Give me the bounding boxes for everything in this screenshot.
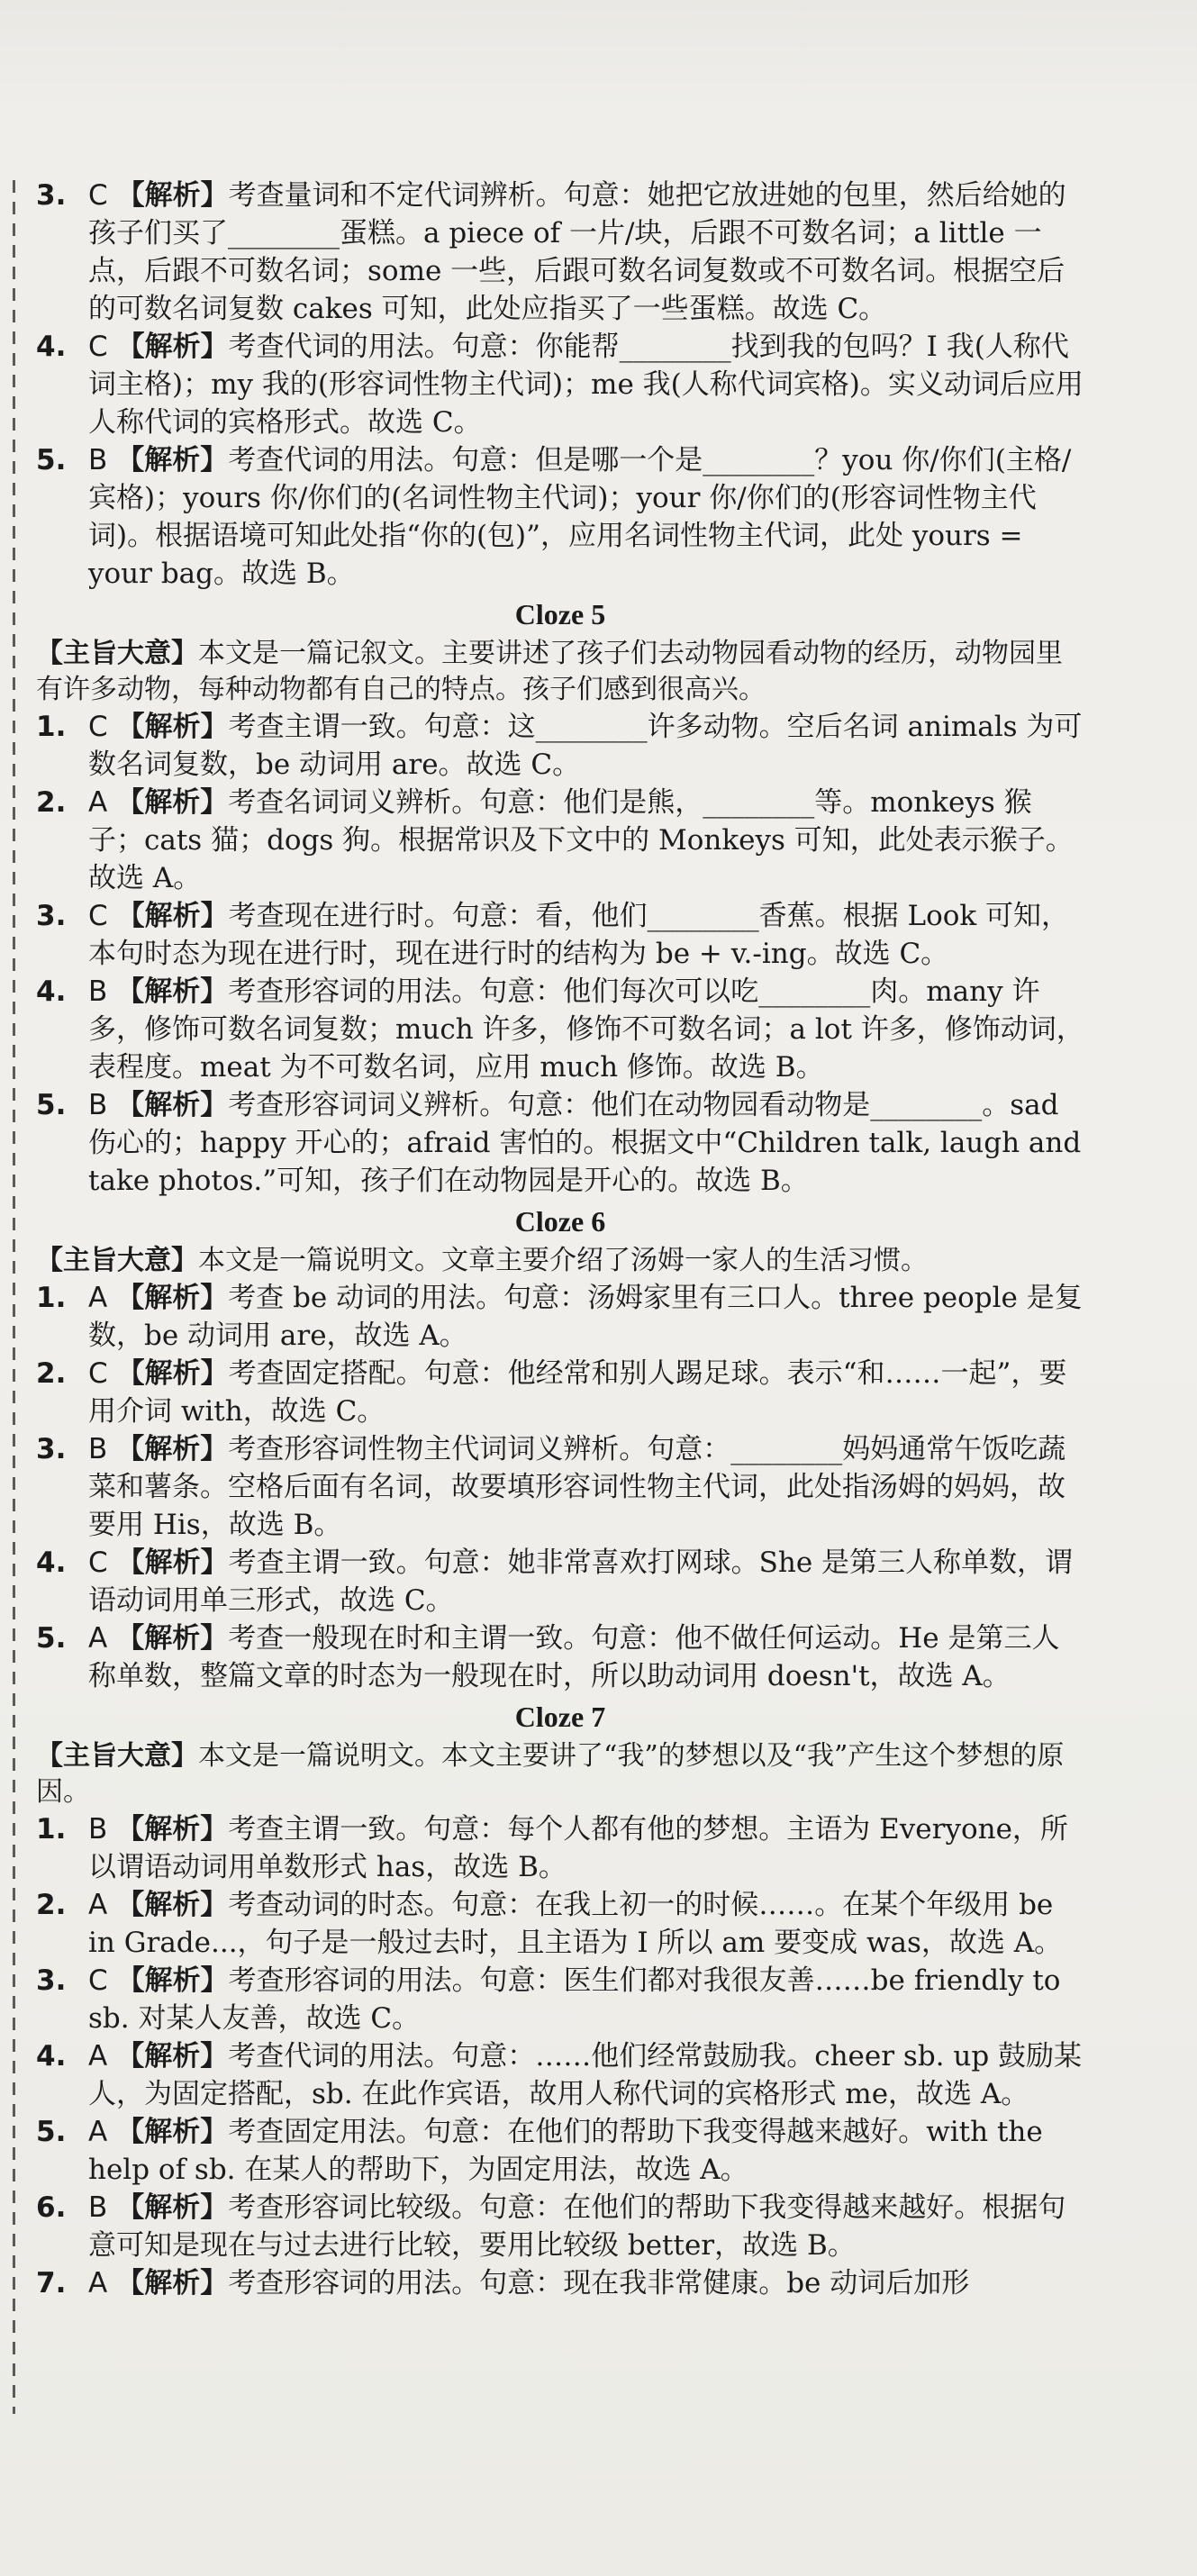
- cloze6-items: [36, 1279, 1084, 1695]
- answer-letter: C: [88, 711, 108, 743]
- summary-paragraph: [36, 1738, 1084, 1810]
- analysis-text: 考查固定搭配。句意：他经常和别人踢足球。表示“和……一起”，要用介词 with，故选 C。: [88, 1357, 1067, 1428]
- item-number: 4.: [36, 331, 67, 363]
- analysis-tag: 【解析】: [116, 1357, 229, 1390]
- item-number: 3.: [36, 179, 67, 212]
- item-number: 4.: [36, 1547, 67, 1579]
- summary-tag: 【主旨大意】: [36, 1245, 198, 1276]
- analysis-tag: 【解析】: [116, 1547, 229, 1579]
- answer-item: [36, 1619, 1084, 1695]
- analysis-text: 考查代词的用法。句意：你能帮________找到我的包吗？I 我(人称代词主格)；my 我的(形容词性物主代词)；me 我(人称代词宾格)。实义动词后应用人称代词的宾格形式。故选 C。: [88, 331, 1084, 439]
- answer-letter: C: [88, 900, 108, 932]
- summary-tag: 【主旨大意】: [36, 638, 198, 669]
- answer-item: [36, 1810, 1084, 1886]
- item-number: 2.: [36, 786, 67, 819]
- analysis-tag: 【解析】: [116, 1813, 229, 1846]
- answer-letter: A: [88, 786, 108, 819]
- margin-rule: [13, 180, 15, 2414]
- analysis-tag: 【解析】: [116, 444, 229, 476]
- item-number: 4.: [36, 975, 67, 1008]
- analysis-tag: 【解析】: [116, 2267, 229, 2299]
- item-number: 4.: [36, 2040, 67, 2073]
- answer-item: [36, 2037, 1084, 2113]
- item-number: 5.: [36, 1089, 67, 1121]
- summary-paragraph: [36, 1243, 1084, 1279]
- analysis-text: 考查主谓一致。句意：她非常喜欢打网球。She 是第三人称单数，谓语动词用单三形式，故选 C。: [88, 1547, 1074, 1617]
- analysis-tag: 【解析】: [116, 2191, 229, 2224]
- answer-letter: A: [88, 2116, 108, 2148]
- answer-item: [36, 2113, 1084, 2189]
- answer-letter: A: [88, 1622, 108, 1655]
- answer-letter: A: [88, 1282, 108, 1314]
- answer-item: [36, 2189, 1084, 2264]
- answer-item: [36, 897, 1084, 973]
- analysis-text: 考查代词的用法。句意：……他们经常鼓励我。cheer sb. up 鼓励某人，为固定搭配，sb. 在此作宾语，故用人称代词的宾格形式 me，故选 A。: [88, 2040, 1083, 2110]
- analysis-text: 考查主谓一致。句意：每个人都有他的梦想。主语为 Everyone，所以谓语动词用单数形式 has，故选 B。: [88, 1813, 1068, 1883]
- answer-letter: B: [88, 1433, 108, 1465]
- item-number: 5.: [36, 1622, 67, 1655]
- item-number: 2.: [36, 1357, 67, 1390]
- answer-item: [36, 1886, 1084, 1962]
- item-number: 1.: [36, 711, 67, 743]
- answer-letter: B: [88, 1089, 108, 1121]
- answer-item: [36, 1279, 1084, 1355]
- item-number: 1.: [36, 1282, 67, 1314]
- answer-item: [36, 328, 1084, 441]
- analysis-text: 考查名词词义辨析。句意：他们是熊，________等。monkeys 猴子；cats 猫；dogs 狗。根据常识及下文中的 Monkeys 可知，此处表示猴子。故选 A。: [88, 786, 1074, 894]
- cloze7-items: [36, 1810, 1084, 2302]
- item-number: 3.: [36, 1433, 67, 1465]
- answer-letter: A: [88, 2267, 108, 2299]
- item-number: 6.: [36, 2191, 67, 2224]
- answer-item: [36, 1544, 1084, 1619]
- analysis-tag: 【解析】: [116, 179, 229, 212]
- analysis-text: 考查形容词的用法。句意：现在我非常健康。be 动词后加形: [228, 2267, 970, 2299]
- analysis-tag: 【解析】: [116, 711, 229, 743]
- analysis-tag: 【解析】: [116, 1622, 229, 1655]
- analysis-text: 考查动词的时态。句意：在我上初一的时候……。在某个年级用 be in Grade...，句子是一般过去时，且主语为 I 所以 am 要变成 was，故选 A。: [88, 1889, 1063, 1959]
- summary-text: 本文是一篇说明文。本文主要讲了“我”的梦想以及“我”产生这个梦想的原因。: [36, 1740, 1065, 1808]
- analysis-tag: 【解析】: [116, 1889, 229, 1921]
- analysis-tag: 【解析】: [116, 331, 229, 363]
- analysis-tag: 【解析】: [116, 900, 229, 932]
- answer-letter: A: [88, 1889, 108, 1921]
- item-number: 3.: [36, 900, 67, 932]
- answer-letter: C: [88, 1964, 108, 1997]
- answer-item: [36, 1355, 1084, 1430]
- item-number: 5.: [36, 2116, 67, 2148]
- section-title-cloze6: Cloze 6: [514, 1205, 606, 1238]
- analysis-text: 考查固定用法。句意：在他们的帮助下我变得越来越好。with the help of sb. 在某人的帮助下，为固定用法，故选 A。: [88, 2116, 1043, 2186]
- analysis-tag: 【解析】: [116, 2116, 229, 2148]
- analysis-tag: 【解析】: [116, 975, 229, 1008]
- answer-item: [36, 2264, 1084, 2302]
- analysis-text: 考查主谓一致。句意：这________许多动物。空后名词 animals 为可数名词复数，be 动词用 are。故选 C。: [88, 711, 1083, 781]
- analysis-tag: 【解析】: [116, 2040, 229, 2073]
- analysis-text: 考查现在进行时。句意：看，他们________香蕉。根据 Look 可知，本句时态为现在进行时，现在进行时的结构为 be + v.-ing。故选 C。: [88, 900, 1070, 970]
- analysis-text: 考查形容词词义辨析。句意：他们在动物园看动物是________。sad 伤心的；happy 开心的；afraid 害怕的。根据文中“Children talk, laugh and take photos.”可知，孩子们在动物园是开心的。故选 B。: [88, 1089, 1082, 1197]
- analysis-text: 考查代词的用法。句意：但是哪一个是________？you 你/你们(主格/宾格)；yours 你/你们的(名词性物主代词)；your 你/你们的(形容词性物主代词)。根据语境可知此处指“你的(包)”，应用名词性物主代词，此处 yours = your bag。故选 B。: [88, 444, 1072, 590]
- analysis-text: 考查形容词性物主代词词义辨析。句意：________妈妈通常午饭吃蔬菜和薯条。空格后面有名词，故要填形容词性物主代词，此处指汤姆的妈妈，故要用 His，故选 B。: [88, 1433, 1066, 1541]
- analysis-tag: 【解析】: [116, 786, 229, 819]
- answer-content: [36, 177, 1084, 2302]
- item-number: 3.: [36, 1964, 67, 1997]
- analysis-text: 考查形容词的用法。句意：他们每次可以吃________肉。many 许多，修饰可数名词复数；much 许多，修饰不可数名词；a lot 许多，修饰动词，表程度。meat 为不可数名词，应用 much 修饰。故选 B。: [88, 975, 1084, 1084]
- section-title-cloze7: Cloze 7: [514, 1701, 606, 1733]
- answer-letter: C: [88, 331, 108, 363]
- cloze5-items: [36, 708, 1084, 1200]
- analysis-text: 考查 be 动词的用法。句意：汤姆家里有三口人。three people 是复数，be 动词用 are，故选 A。: [88, 1282, 1083, 1352]
- block4-items: [36, 177, 1084, 593]
- analysis-tag: 【解析】: [116, 1964, 229, 1997]
- analysis-text: 考查量词和不定代词辨析。句意：她把它放进她的包里，然后给她的孩子们买了________蛋糕。a piece of 一片/块，后跟不可数名词；a little 一点，后跟不可数名词；some 一些，后跟可数名词复数或不可数名词。根据空后的可数名词复数 cakes 可知，此处应指买了一些蛋糕。故选 C。: [88, 179, 1066, 325]
- summary-paragraph: [36, 636, 1084, 708]
- answer-item: [36, 973, 1084, 1086]
- summary-text: 本文是一篇说明文。文章主要介绍了汤姆一家人的生活习惯。: [198, 1245, 928, 1276]
- answer-item: [36, 441, 1084, 593]
- answer-item: [36, 1086, 1084, 1200]
- answer-letter: B: [88, 975, 108, 1008]
- answer-letter: C: [88, 179, 108, 212]
- answer-item: [36, 708, 1084, 784]
- analysis-tag: 【解析】: [116, 1089, 229, 1121]
- answer-item: [36, 177, 1084, 328]
- item-number: 1.: [36, 1813, 67, 1846]
- summary-tag: 【主旨大意】: [36, 1740, 198, 1772]
- answer-letter: B: [88, 444, 108, 476]
- summary-text: 本文是一篇记叙文。主要讲述了孩子们去动物园看动物的经历，动物园里有许多动物，每种动物都有自己的特点。孩子们感到很高兴。: [36, 638, 1063, 705]
- item-number: 2.: [36, 1889, 67, 1921]
- item-number: 5.: [36, 444, 67, 476]
- answer-letter: C: [88, 1357, 108, 1390]
- answer-item: [36, 1962, 1084, 2037]
- analysis-text: 考查形容词的用法。句意：医生们都对我很友善……be friendly to sb. 对某人友善，故选 C。: [88, 1964, 1061, 2035]
- answer-letter: B: [88, 1813, 108, 1846]
- item-number: 7.: [36, 2267, 67, 2299]
- analysis-text: 考查一般现在时和主谓一致。句意：他不做任何运动。He 是第三人称单数，整篇文章的时态为一般现在时，所以助动词用 doesn't，故选 A。: [88, 1622, 1060, 1692]
- answer-letter: C: [88, 1547, 108, 1579]
- analysis-text: 考查形容词比较级。句意：在他们的帮助下我变得越来越好。根据句意可知是现在与过去进行比较，要用比较级 better，故选 B。: [88, 2191, 1066, 2262]
- answer-item: [36, 784, 1084, 897]
- answer-letter: B: [88, 2191, 108, 2224]
- analysis-tag: 【解析】: [116, 1282, 229, 1314]
- analysis-tag: 【解析】: [116, 1433, 229, 1465]
- section-title-cloze5: Cloze 5: [514, 598, 606, 630]
- answer-letter: A: [88, 2040, 108, 2073]
- answer-item: [36, 1430, 1084, 1544]
